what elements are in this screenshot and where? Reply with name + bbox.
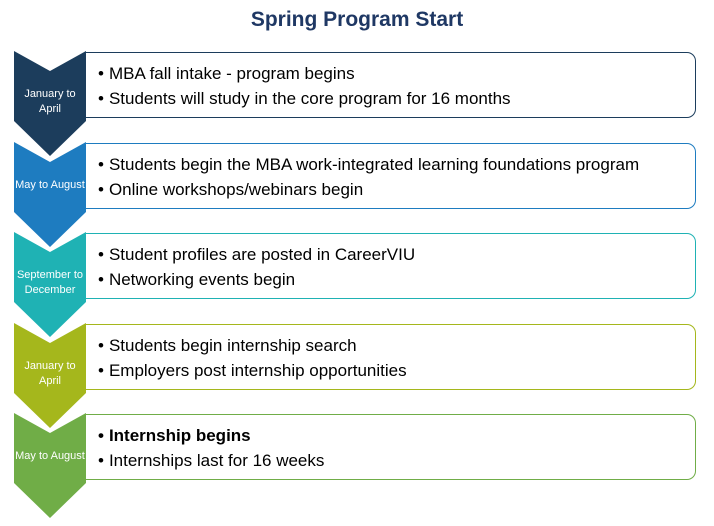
bullet-item: • Employers post internship opportunities bbox=[98, 358, 695, 383]
period-label: May to August bbox=[15, 450, 85, 462]
chevron-shape-icon bbox=[14, 413, 86, 518]
period-label: January to April bbox=[24, 360, 76, 387]
bullet-item: • Online workshops/webinars begin bbox=[98, 177, 695, 202]
bullet-item: • Internship begins bbox=[98, 423, 695, 448]
bullet-item: • Internships last for 16 weeks bbox=[98, 448, 695, 473]
bullet-item: • Students begin the MBA work-integrated learning foundations program bbox=[98, 152, 695, 177]
bullet-item: • MBA fall intake - program begins bbox=[98, 61, 695, 86]
bullet-item: • Student profiles are posted in CareerVIU bbox=[98, 242, 695, 267]
bullet-item: • Networking events begin bbox=[98, 267, 695, 292]
chevron-5 bbox=[14, 413, 86, 518]
bullet-item: • Students begin internship search bbox=[98, 333, 695, 358]
page-title: Spring Program Start bbox=[250, 8, 464, 31]
chevron-1 bbox=[14, 51, 86, 156]
period-label: May to August bbox=[15, 179, 85, 191]
period-label: January to April bbox=[24, 88, 76, 115]
chevron-3 bbox=[14, 232, 86, 337]
step-description-box bbox=[86, 52, 696, 118]
step-description-box bbox=[86, 143, 696, 209]
bullet-item: • Students will study in the core program for 16 months bbox=[98, 86, 695, 111]
step-description-box bbox=[86, 414, 696, 480]
period-label: September to December bbox=[16, 269, 84, 296]
timeline-step bbox=[0, 413, 714, 523]
step-description-box bbox=[86, 324, 696, 390]
step-description-box bbox=[86, 233, 696, 299]
